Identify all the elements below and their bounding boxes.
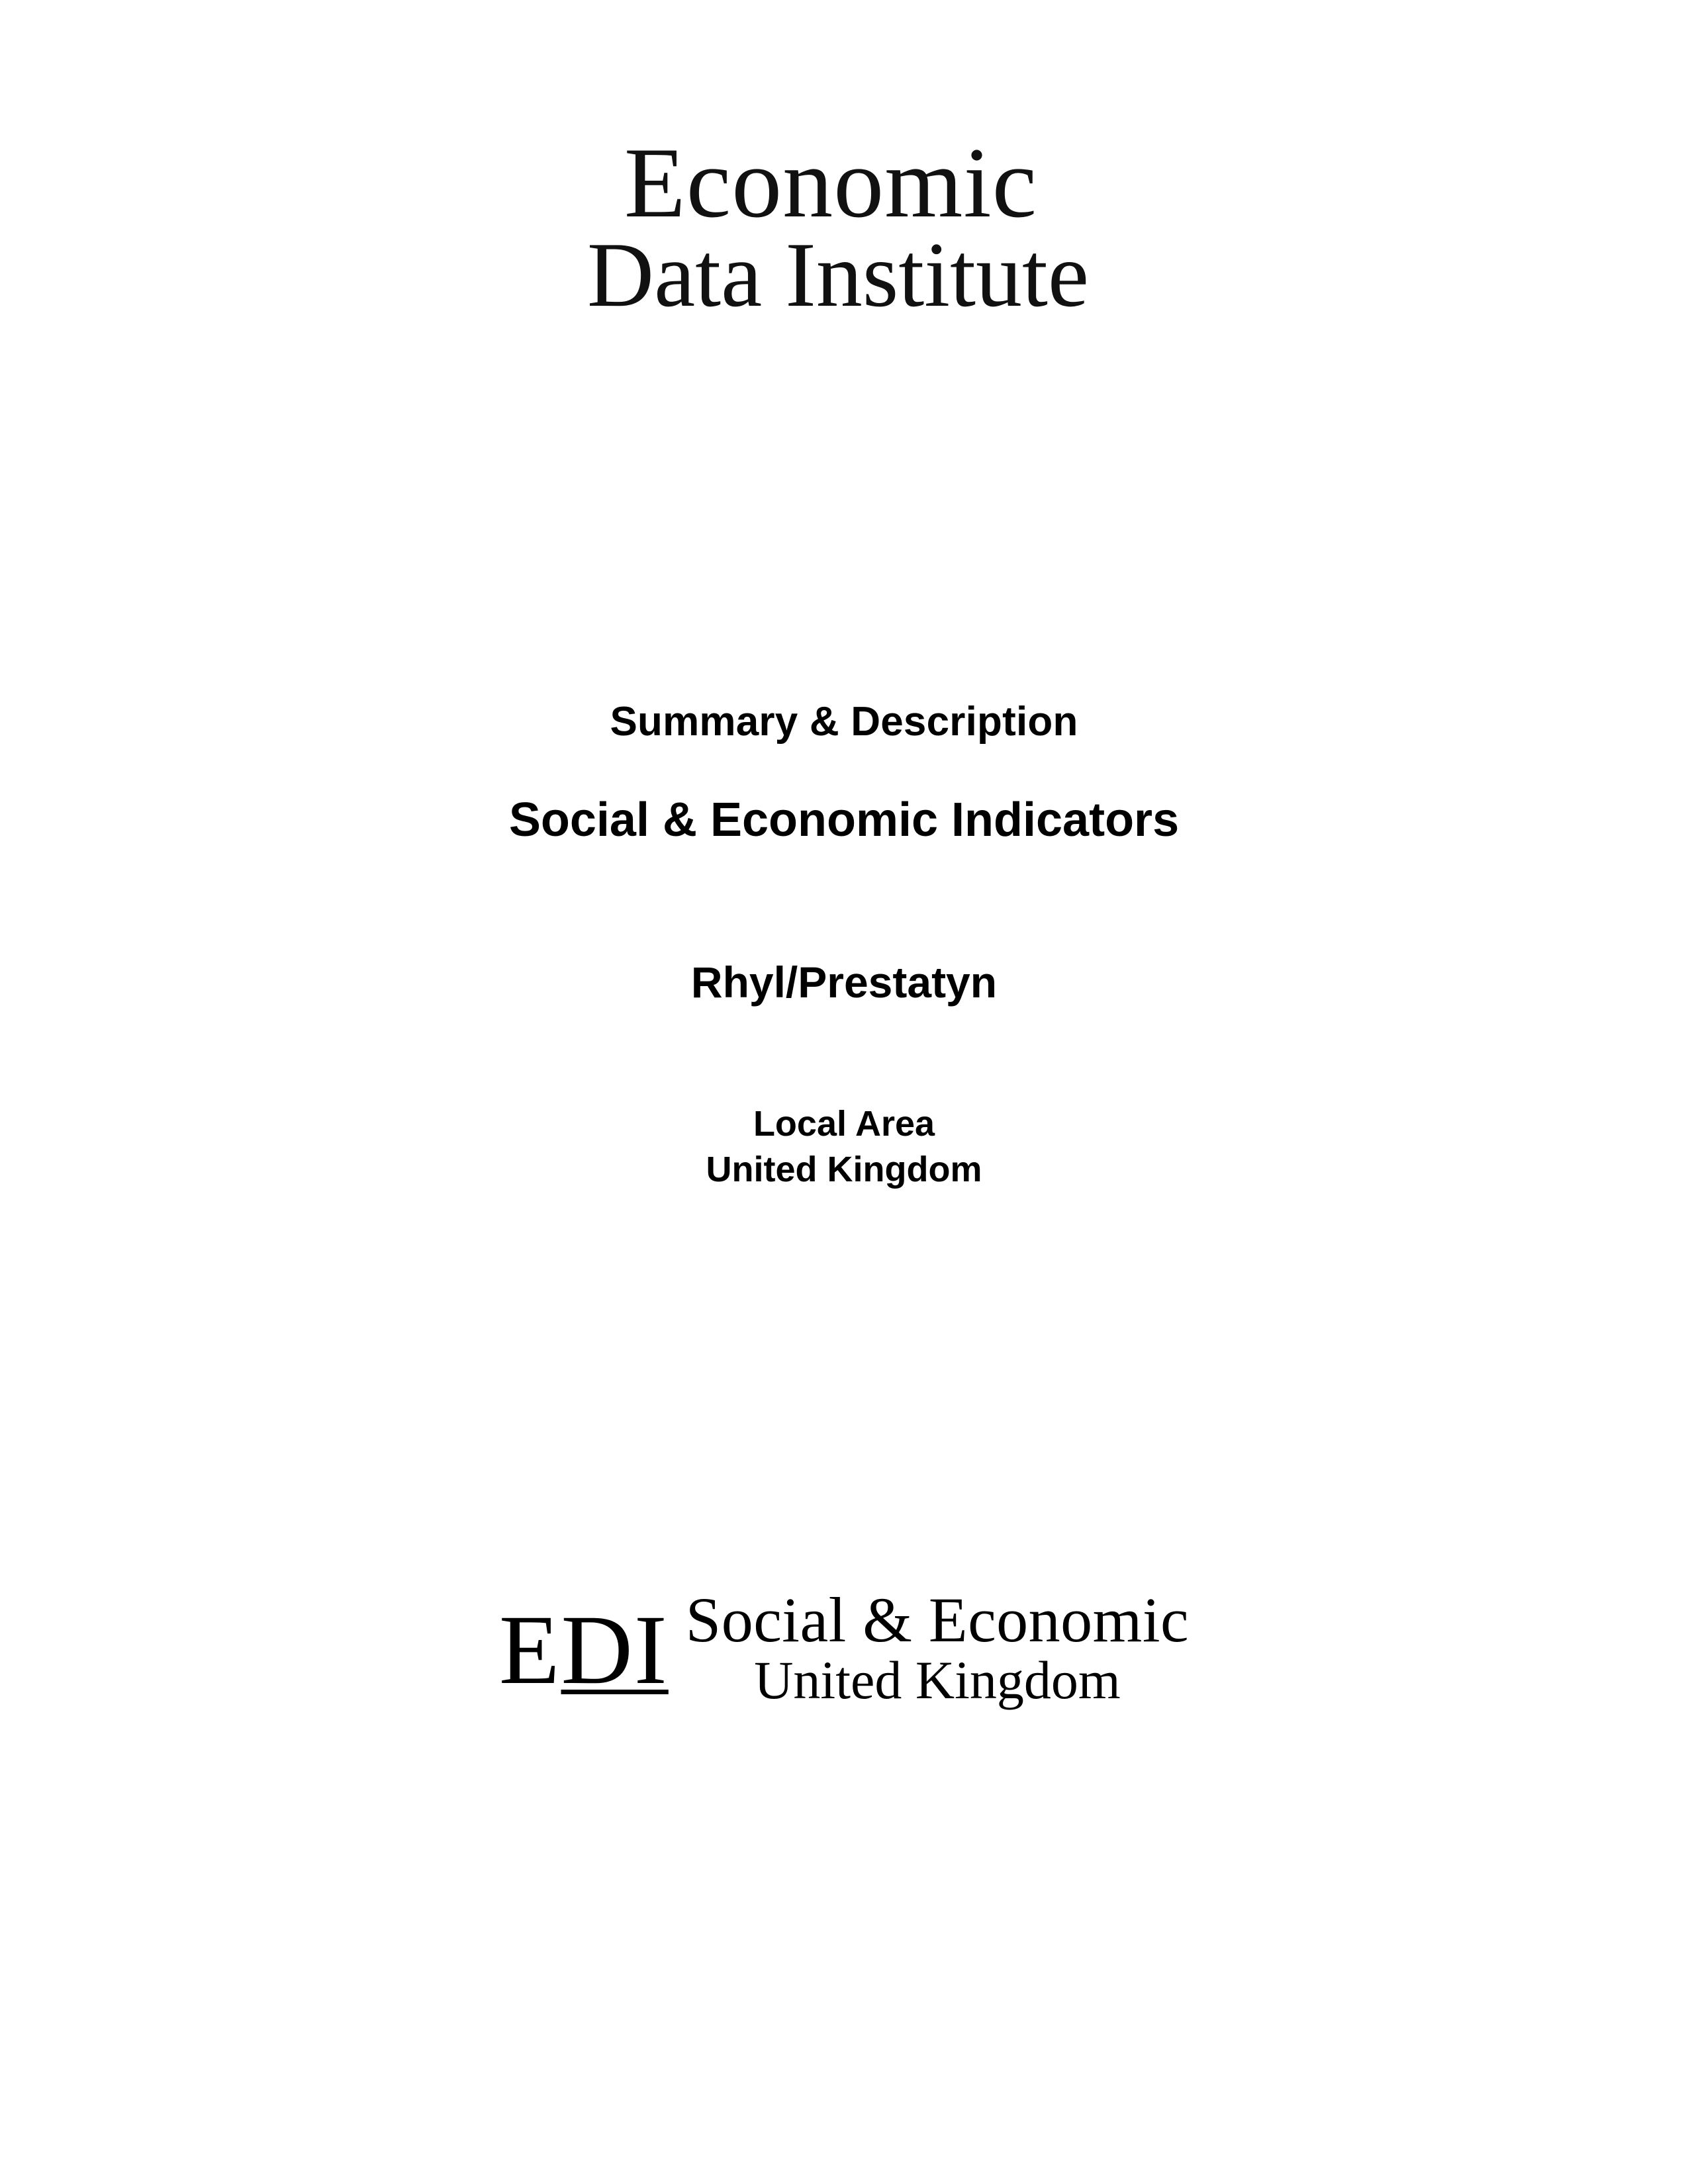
edi-wordmark-line1: Social & Economic [685, 1584, 1190, 1655]
country-name: United Kingdom [706, 1150, 982, 1190]
title-block [0, 698, 1688, 1193]
page-title: Social & Economic Indicators [508, 794, 1180, 846]
document-subtitle-summary: Summary & Description [610, 699, 1078, 745]
publisher-logo [0, 127, 1688, 326]
edi-acronym [498, 1595, 686, 1705]
edi-acronym-e: E [498, 1595, 561, 1705]
edi-wordmark [685, 1584, 1190, 1710]
edi-acronym-di: DI [561, 1595, 669, 1705]
area-type: Local Area [753, 1104, 935, 1144]
area-name: Rhyl/Prestatyn [690, 958, 998, 1007]
edi-footer-logo [0, 1584, 1688, 1710]
publisher-logo-line1: Economic [624, 127, 1038, 238]
publisher-logo-line2: Data Institute [586, 224, 1090, 326]
edi-wordmark-line2: United Kingdom [754, 1650, 1121, 1710]
